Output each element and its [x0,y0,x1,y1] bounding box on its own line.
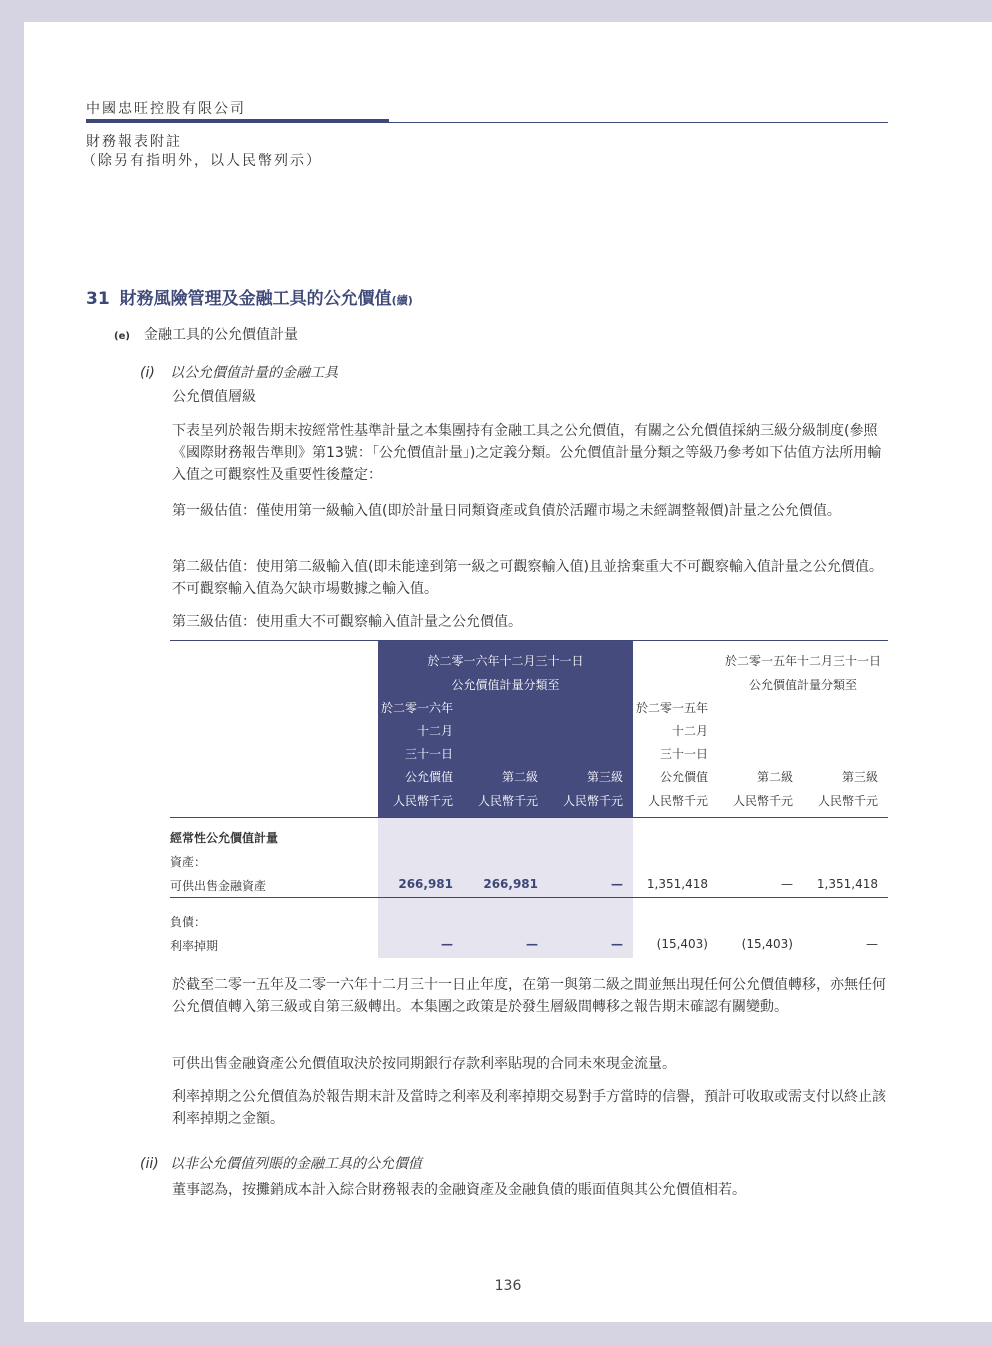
col-2016-fv-line4: 公允價值 [404,770,453,784]
cell-fv-2015: 1,351,418 [646,877,708,891]
col-2016-l2-unit: 人民幣千元 [477,794,538,808]
paragraph-level2: 第二級估值：使用第二級輸入值(即未能達到第一級之可觀察輸入值)且並捨棄重大不可觀察輸入值計量之公允價值。不可觀察輸入值為欠缺市場數據之輸入值。 [172,559,883,597]
col-2016-fv-unit: 人民幣千元 [392,794,453,808]
subsection-e-label: (e) [114,331,130,342]
fair-value-table [170,640,888,958]
section-continued: (續) [391,294,413,307]
col-2016-fv-line2: 十二月 [416,724,453,738]
subsection-e [114,324,298,344]
document-subtitle: 財務報表附註 [86,134,182,150]
section-title-text: 財務風險管理及金融工具的公允價值 [119,289,392,309]
paragraph-level3: 第三級估值：使用重大不可觀察輸入值計量之公允價值。 [172,614,522,630]
paragraph-afs-basis: 可供出售金融資產公允價值取決於按同期銀行存款利率貼現的合同未來現金流量。 [172,1056,676,1072]
hierarchy-heading: 公允價值層級 [172,389,256,405]
col-2016-l3-unit: 人民幣千元 [562,794,623,808]
cell-l3-2015: 1,351,418 [816,877,878,891]
col-2015-l2-unit: 人民幣千元 [732,794,793,808]
paragraph-swap-basis: 利率掉期之公允價值為於報告期末計及當時之利率及利率掉期交易對手方當時的信譽，預計可收取或需支付以終止該利率掉期之金額。 [172,1089,886,1127]
paragraph-level1: 第一級估值：僅使用第一級輸入值(即於計量日同類資產或負債於活躍市場之未經調整報價)計量之公允價值。 [172,503,841,519]
liabilities-label: 負債： [170,915,207,929]
col-2015-fv-unit: 人民幣千元 [647,794,708,808]
page-number: 136 [494,1278,522,1294]
col-2016-fv-line3: 三十一日 [404,747,453,761]
col-2015-l3-unit: 人民幣千元 [817,794,878,808]
cell-fv-2016: — [441,937,453,951]
cell-l2-2016: — [526,937,538,951]
cell-fv-2016: 266,981 [398,877,453,891]
col-2016-l3-header: 第三級 [586,770,623,784]
paragraph-transfers: 於截至二零一五年及二零一六年十二月三十一日止年度，在第一與第二級之間並無出現任何公允價值轉移，亦無任何公允價值轉入第三級或自第三級轉出。本集團之政策是於發生層級間轉移之報告期末確認有關變動。 [172,977,886,1015]
col-2016-fv-line1: 於二零一六年 [380,701,453,715]
col-2016-l2-header: 第二級 [501,770,538,784]
subsection-ii-title: 以非公允價值列賬的金融工具的公允價值 [170,1156,422,1172]
col-2015-l2-header: 第二級 [756,770,793,784]
subsection-e-title: 金融工具的公允價值計量 [144,327,298,343]
col-2015-fv-line3: 三十一日 [659,747,708,761]
paragraph-directors: 董事認為，按攤銷成本計入綜合財務報表的金融資產及金融負債的賬面值與其公允價值相若。 [172,1182,746,1198]
currency-note: （除另有指明外，以人民幣列示） [82,153,322,169]
paragraph-intro: 下表呈列於報告期末按經常性基準計量之本集團持有金融工具之公允價值，有關之公允價值採納三級分級制度(參照《國際財務報告準則》第13號：「公允價值計量」)之定義分類。公允價值計量分類之等級乃參考如下估值方法所用輸入值之可觀察性及重要性後釐定： [172,423,882,483]
company-name: 中國忠旺控股有限公司 [86,101,246,117]
cell-l2-2016: 266,981 [483,877,538,891]
col-2015-fv-line1: 於二零一五年 [635,701,708,715]
table-row-rule [170,897,888,898]
table-header-rule [170,817,888,818]
subsection-i-title: 以公允價值計量的金融工具 [170,365,338,381]
row-label: 可供出售金融資產 [170,879,267,893]
row-label: 利率掉期 [170,939,219,953]
subsection-ii-label: (ii) [140,1156,159,1172]
cell-l3-2015: — [866,937,878,951]
group-2015-line1: 於二零一五年十二月三十一日 [724,654,881,668]
cell-fv-2015: (15,403) [656,937,708,951]
group-2016-line2: 公允價值計量分類至 [451,678,560,692]
subsection-i [140,362,338,382]
col-2015-fv-line2: 十二月 [671,724,708,738]
group-2016-line1: 於二零一六年十二月三十一日 [427,654,584,668]
header-rule [86,122,888,123]
section-title [86,284,413,309]
group-2015-line2: 公允價值計量分類至 [748,678,857,692]
subsection-ii [140,1153,422,1173]
cell-l3-2016: — [611,877,623,891]
cell-l3-2016: — [611,937,623,951]
col-2015-fv-line4: 公允價值 [659,770,708,784]
cell-l2-2015: (15,403) [741,937,793,951]
recurring-heading: 經常性公允價值計量 [170,831,279,845]
col-2015-l3-header: 第三級 [841,770,878,784]
page [24,22,992,1322]
section-number: 31 [86,289,110,309]
subsection-i-label: (i) [140,365,155,381]
assets-label: 資產： [170,855,207,869]
cell-l2-2015: — [781,877,793,891]
